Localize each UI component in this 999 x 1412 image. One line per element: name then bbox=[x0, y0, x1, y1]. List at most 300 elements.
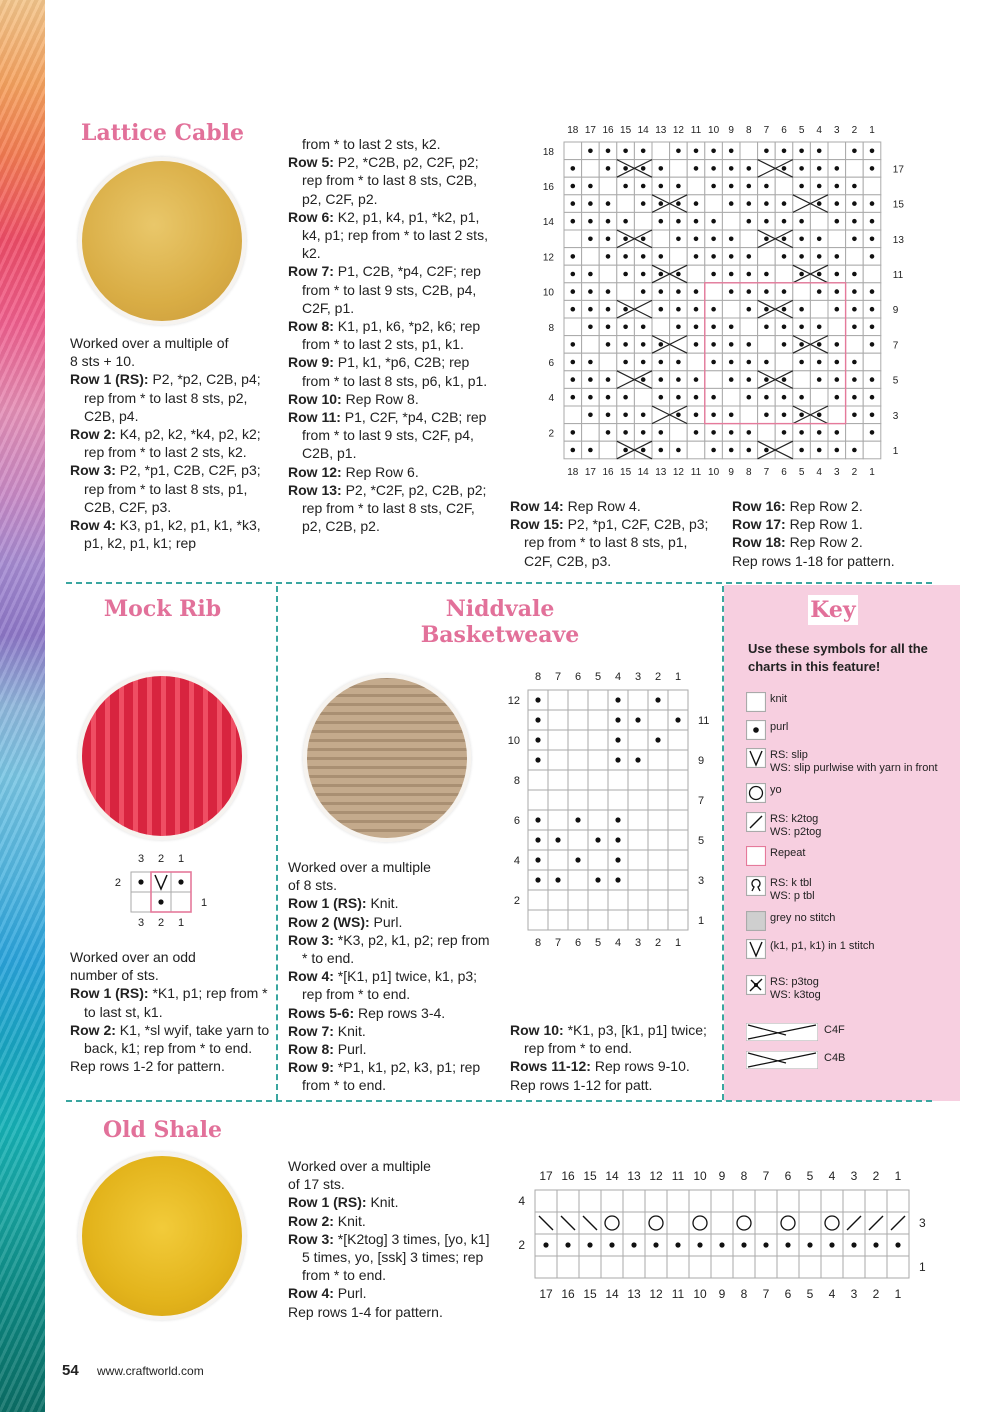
purl-dot bbox=[609, 1242, 614, 1247]
purl-dot bbox=[676, 237, 681, 242]
chart-cell bbox=[645, 1212, 667, 1234]
purl-dot bbox=[694, 325, 699, 330]
row-label: Row 8: bbox=[288, 318, 334, 335]
chart-cell bbox=[668, 810, 688, 830]
column-number: 6 bbox=[781, 466, 787, 478]
lattice-text-col4 bbox=[732, 497, 942, 570]
chart-cell bbox=[568, 830, 588, 850]
chart-cell bbox=[705, 283, 723, 301]
row-instruction: K1, *sl wyif, take yarn to back, k1; rep from * to end. bbox=[84, 1021, 270, 1057]
purl-dot bbox=[870, 149, 875, 154]
chart-cell bbox=[887, 1256, 909, 1278]
chart-cell bbox=[588, 770, 608, 790]
purl-dot bbox=[588, 325, 593, 330]
chart-cell bbox=[793, 283, 811, 301]
column-number: 9 bbox=[718, 1287, 726, 1301]
key-label-line: knit bbox=[770, 693, 788, 705]
lattice-text-col1 bbox=[70, 334, 270, 552]
key-label-line: Repeat bbox=[770, 847, 806, 859]
chart-cell bbox=[568, 770, 588, 790]
chart-cell bbox=[755, 1256, 777, 1278]
row-instruction: Rep Row 6. bbox=[341, 463, 419, 480]
purl-dot bbox=[747, 254, 752, 259]
row-instruction: Rep Row 4. bbox=[563, 498, 641, 514]
chart-cell bbox=[648, 850, 668, 870]
purl-dot bbox=[571, 254, 576, 259]
purl-dot bbox=[782, 254, 787, 259]
row-number: 11 bbox=[698, 715, 710, 727]
chart-cell bbox=[617, 283, 635, 301]
purl-dot bbox=[676, 149, 681, 154]
purl-dot bbox=[694, 377, 699, 382]
column-number: 16 bbox=[561, 1287, 575, 1301]
chart-cell bbox=[548, 770, 568, 790]
purl-dot bbox=[870, 201, 875, 206]
purl-dot bbox=[641, 289, 646, 294]
purl-dot bbox=[623, 166, 628, 171]
chart-cell bbox=[648, 890, 668, 910]
purl-dot bbox=[835, 254, 840, 259]
key-label-line: (k1, p1, k1) in 1 stitch bbox=[770, 940, 875, 952]
column-number: 16 bbox=[602, 125, 614, 136]
purl-dot bbox=[659, 395, 664, 400]
purl-dot bbox=[694, 342, 699, 347]
c4b-icon bbox=[746, 1051, 818, 1069]
instruction-line bbox=[288, 894, 498, 912]
purl-dot bbox=[835, 201, 840, 206]
instruction-line bbox=[510, 1021, 715, 1057]
purl-dot bbox=[623, 413, 628, 418]
chart-cell bbox=[810, 300, 828, 318]
purl-dot bbox=[565, 1242, 570, 1247]
purl-dot bbox=[782, 237, 787, 242]
purl-dot bbox=[676, 377, 681, 382]
chart-cell bbox=[652, 230, 670, 248]
purl-dot bbox=[694, 307, 699, 312]
purl-dot bbox=[659, 166, 664, 171]
column-number: 1 bbox=[869, 466, 875, 478]
chart-cell bbox=[628, 870, 648, 890]
row-label: Row 11: bbox=[288, 409, 341, 426]
row-label: Row 5: bbox=[288, 154, 334, 171]
purl-dot bbox=[870, 219, 875, 224]
purl-dot bbox=[799, 307, 804, 312]
key-label-line: WS: k3tog bbox=[770, 989, 821, 1001]
purl-dot bbox=[641, 448, 646, 453]
niddvale-title-line1: Niddvale bbox=[445, 596, 555, 622]
chart-cell bbox=[628, 690, 648, 710]
row-number: 14 bbox=[542, 217, 554, 229]
chart-cell bbox=[528, 910, 548, 930]
column-number: 9 bbox=[728, 125, 734, 136]
key-label bbox=[770, 784, 782, 797]
purl-dot bbox=[676, 360, 681, 365]
chart-cell bbox=[588, 790, 608, 810]
chart-cell bbox=[670, 424, 688, 442]
purl-dot bbox=[835, 289, 840, 294]
purl-dot bbox=[571, 166, 576, 171]
chart-cell bbox=[548, 790, 568, 810]
purl-dot bbox=[676, 395, 681, 400]
chart-cell bbox=[687, 265, 705, 283]
purl-dot bbox=[606, 237, 611, 242]
purl-dot bbox=[835, 448, 840, 453]
chart-cell bbox=[689, 1256, 711, 1278]
chart-cell bbox=[628, 790, 648, 810]
row-label: Row 9: bbox=[288, 354, 334, 371]
chart-cell bbox=[568, 730, 588, 750]
purl-dot bbox=[782, 149, 787, 154]
purl-dot bbox=[799, 254, 804, 259]
instruction-line bbox=[70, 1021, 270, 1057]
row-number: 1 bbox=[919, 1260, 926, 1274]
chart-cell bbox=[648, 750, 668, 770]
chart-cell bbox=[821, 1190, 843, 1212]
column-number: 16 bbox=[602, 466, 614, 478]
purl-dot bbox=[641, 325, 646, 330]
k2tog-icon bbox=[746, 812, 766, 832]
purl-dot bbox=[782, 219, 787, 224]
chart-cell bbox=[599, 265, 617, 283]
niddvale-chart bbox=[500, 664, 720, 954]
purl-dot bbox=[729, 289, 734, 294]
column-number: 7 bbox=[554, 671, 562, 683]
column-number: 8 bbox=[740, 1287, 748, 1301]
key-dot bbox=[753, 727, 759, 733]
old-shale-swatch bbox=[78, 1152, 246, 1320]
purl-dot bbox=[595, 837, 600, 842]
purl-dot bbox=[764, 237, 769, 242]
chart-cell bbox=[777, 1190, 799, 1212]
column-number: 7 bbox=[554, 937, 562, 949]
column-number: 4 bbox=[828, 1169, 836, 1183]
row-label: Row 17: bbox=[732, 516, 786, 533]
column-number: 12 bbox=[672, 466, 684, 478]
column-number: 11 bbox=[690, 466, 702, 478]
purl-dot bbox=[571, 184, 576, 189]
purl-dot bbox=[571, 430, 576, 435]
chart-cell bbox=[821, 1256, 843, 1278]
purl-dot bbox=[676, 413, 681, 418]
chart-cell bbox=[588, 910, 608, 930]
chart-cell bbox=[667, 1256, 689, 1278]
purl-dot bbox=[543, 1242, 548, 1247]
row-instruction: of 17 sts. bbox=[288, 1176, 345, 1193]
purl-dot bbox=[835, 395, 840, 400]
row-number: 7 bbox=[892, 340, 899, 352]
chart-cell bbox=[599, 353, 617, 371]
row-label: Row 10: bbox=[510, 1022, 564, 1038]
key-label-line: WS: p2tog bbox=[770, 826, 822, 838]
chart-cell bbox=[705, 195, 723, 213]
instruction-line bbox=[70, 352, 270, 370]
lattice-cable-chart bbox=[536, 118, 916, 480]
niddvale-swatch bbox=[303, 674, 471, 842]
old-shale-title: Old Shale bbox=[102, 1117, 223, 1143]
key-dot bbox=[754, 983, 758, 987]
chart-cell bbox=[582, 248, 600, 266]
chart-cell bbox=[865, 1256, 887, 1278]
chart-cell bbox=[548, 890, 568, 910]
chart-cell bbox=[733, 1190, 755, 1212]
purl-dot bbox=[711, 219, 716, 224]
chart-cell bbox=[667, 1190, 689, 1212]
purl-dot bbox=[676, 289, 681, 294]
purl-dot bbox=[641, 272, 646, 277]
instruction-line bbox=[288, 1212, 498, 1230]
purl-dot bbox=[799, 272, 804, 277]
row-instruction: Rep rows 1-18 for pattern. bbox=[732, 552, 895, 569]
row-label: Row 13: bbox=[288, 481, 342, 498]
instruction-line bbox=[288, 931, 498, 967]
purl-dot bbox=[835, 342, 840, 347]
instruction-line bbox=[288, 208, 498, 263]
column-number: 12 bbox=[672, 125, 684, 136]
purl-dot bbox=[747, 201, 752, 206]
key-label bbox=[770, 976, 821, 1002]
instruction-line bbox=[288, 1303, 498, 1321]
column-number: 10 bbox=[693, 1287, 707, 1301]
purl-dot bbox=[631, 1242, 636, 1247]
purl-dot bbox=[555, 877, 560, 882]
instruction-line bbox=[510, 1076, 715, 1094]
chart-cell bbox=[722, 212, 740, 230]
chart-cell bbox=[588, 730, 608, 750]
chart-cell bbox=[628, 730, 648, 750]
purl-dot bbox=[641, 342, 646, 347]
purl-dot bbox=[852, 149, 857, 154]
column-number: 4 bbox=[816, 125, 822, 136]
instruction-line bbox=[732, 497, 942, 515]
key-label-line: RS: k2tog bbox=[770, 813, 819, 825]
purl-dot bbox=[711, 430, 716, 435]
purl-dot bbox=[555, 837, 560, 842]
row-label: Row 4: bbox=[288, 1285, 334, 1302]
inc-icon bbox=[746, 939, 766, 959]
chart-cell bbox=[775, 177, 793, 195]
purl-dot bbox=[852, 184, 857, 189]
column-number: 5 bbox=[798, 125, 805, 136]
key-label-line: RS: p3tog bbox=[770, 976, 819, 988]
chart-cell bbox=[810, 212, 828, 230]
purl-dot bbox=[694, 219, 699, 224]
row-instruction: K4, p2, k2, *k4, p2, k2; rep from * to last 2 sts, k2. bbox=[84, 426, 261, 461]
purl-dot bbox=[694, 430, 699, 435]
chart-cell bbox=[648, 770, 668, 790]
purl-dot bbox=[694, 237, 699, 242]
purl-dot bbox=[799, 395, 804, 400]
key-label-line: C4B bbox=[824, 1052, 846, 1064]
divider-bottom bbox=[66, 1100, 932, 1102]
column-number: 11 bbox=[690, 125, 702, 136]
chart-cell bbox=[687, 353, 705, 371]
row-number: 15 bbox=[892, 199, 904, 211]
column-number: 7 bbox=[762, 1287, 770, 1301]
purl-dot bbox=[711, 237, 716, 242]
row-instruction: Worked over a multiple of bbox=[70, 335, 229, 351]
chart-cell bbox=[668, 830, 688, 850]
key-label-line: WS: p tbl bbox=[770, 890, 815, 902]
purl-dot bbox=[535, 737, 540, 742]
purl-dot bbox=[729, 360, 734, 365]
purl-dot bbox=[623, 395, 628, 400]
column-number: 6 bbox=[574, 671, 582, 683]
row-instruction: *K1, p1; rep from * to last st, k1. bbox=[84, 985, 268, 1020]
chart-cell bbox=[645, 1190, 667, 1212]
repeat-icon bbox=[746, 846, 766, 866]
row-instruction: P2, *C2F, p2, C2B, p2; rep from * to last 8 sts, C2F, p2, C2B, p2. bbox=[302, 481, 487, 535]
chart-cell bbox=[171, 892, 191, 912]
p3tog-icon bbox=[746, 975, 766, 995]
chart-cell bbox=[648, 710, 668, 730]
purl-dot bbox=[764, 395, 769, 400]
instruction-line bbox=[288, 967, 498, 1003]
row-instruction: Knit. bbox=[333, 1212, 366, 1229]
row-instruction: Rep Row 2. bbox=[785, 534, 863, 551]
chart-cell bbox=[564, 142, 582, 160]
purl-dot bbox=[764, 289, 769, 294]
purl-dot bbox=[623, 237, 628, 242]
chart-cell bbox=[557, 1256, 579, 1278]
chart-cell bbox=[799, 1190, 821, 1212]
purl-dot bbox=[623, 272, 628, 277]
column-number: 10 bbox=[708, 466, 720, 478]
column-number: 13 bbox=[655, 466, 667, 478]
purl-dot bbox=[694, 289, 699, 294]
purl-dot bbox=[851, 1242, 856, 1247]
chart-cell bbox=[775, 441, 793, 459]
purl-dot bbox=[747, 377, 752, 382]
instruction-line bbox=[510, 1057, 715, 1075]
instruction-line bbox=[288, 463, 498, 481]
chart-cell bbox=[668, 690, 688, 710]
chart-cell bbox=[582, 424, 600, 442]
purl-dot bbox=[711, 395, 716, 400]
chart-cell bbox=[828, 318, 846, 336]
purl-dot bbox=[588, 237, 593, 242]
instruction-line bbox=[732, 552, 942, 570]
purl-dot bbox=[535, 717, 540, 722]
instruction-line bbox=[288, 262, 498, 317]
purl-dot bbox=[747, 272, 752, 277]
no-stitch-icon bbox=[746, 911, 766, 931]
purl-dot bbox=[641, 149, 646, 154]
purl-dot bbox=[764, 325, 769, 330]
column-number: 6 bbox=[784, 1169, 792, 1183]
chart-cell bbox=[648, 790, 668, 810]
column-number: 5 bbox=[594, 671, 602, 683]
purl-dot bbox=[807, 1242, 812, 1247]
purl-dot bbox=[606, 342, 611, 347]
row-number: 2 bbox=[114, 877, 121, 889]
purl-dot bbox=[764, 360, 769, 365]
ktbl-icon bbox=[746, 876, 766, 896]
instruction-line bbox=[70, 370, 270, 425]
purl-dot bbox=[852, 237, 857, 242]
column-number: 15 bbox=[583, 1169, 597, 1183]
purl-dot bbox=[817, 149, 822, 154]
purl-dot bbox=[764, 413, 769, 418]
purl-dot bbox=[615, 717, 620, 722]
purl-dot bbox=[588, 184, 593, 189]
row-number: 3 bbox=[698, 875, 705, 887]
chart-cell bbox=[652, 142, 670, 160]
chart-cell bbox=[799, 1256, 821, 1278]
chart-cell bbox=[564, 406, 582, 424]
purl-dot bbox=[729, 377, 734, 382]
key-label bbox=[770, 847, 805, 860]
row-instruction: P1, C2F, *p4, C2B; rep from * to last 9 sts, C2F, p4, C2B, p1. bbox=[302, 409, 487, 462]
chart-cell bbox=[722, 388, 740, 406]
chart-cell bbox=[775, 265, 793, 283]
key-label bbox=[770, 877, 815, 903]
column-number: 14 bbox=[637, 125, 649, 136]
purl-dot bbox=[729, 413, 734, 418]
row-instruction: Knit. bbox=[366, 1194, 399, 1211]
chart-cell bbox=[733, 1212, 755, 1234]
purl-dot bbox=[659, 448, 664, 453]
purl-dot bbox=[817, 430, 822, 435]
chart-cell bbox=[843, 1256, 865, 1278]
column-number: 5 bbox=[806, 1287, 814, 1301]
row-instruction: number of sts. bbox=[70, 967, 159, 984]
chart-cell bbox=[648, 910, 668, 930]
lattice-text-col2 bbox=[288, 135, 498, 535]
purl-dot bbox=[675, 1242, 680, 1247]
purl-dot bbox=[729, 166, 734, 171]
chart-cell bbox=[668, 790, 688, 810]
purl-dot bbox=[615, 737, 620, 742]
yo-icon bbox=[746, 783, 766, 803]
column-number: 18 bbox=[567, 125, 579, 136]
purl-dot bbox=[711, 342, 716, 347]
key-label-line: grey no stitch bbox=[770, 912, 836, 924]
column-number: 2 bbox=[157, 917, 165, 929]
purl-dot bbox=[606, 377, 611, 382]
purl-dot bbox=[615, 757, 620, 762]
column-number: 4 bbox=[816, 466, 822, 478]
chart-cell bbox=[579, 1190, 601, 1212]
row-number: 11 bbox=[892, 270, 904, 281]
purl-dot bbox=[676, 325, 681, 330]
chart-cell bbox=[846, 424, 864, 442]
purl-dot bbox=[606, 430, 611, 435]
purl-dot bbox=[782, 201, 787, 206]
instruction-line bbox=[288, 135, 498, 153]
key-label-line: C4F bbox=[824, 1024, 845, 1036]
instruction-line bbox=[70, 516, 270, 552]
purl-dot bbox=[694, 166, 699, 171]
chart-cell bbox=[668, 910, 688, 930]
purl-dot bbox=[711, 149, 716, 154]
niddvale-text-col1 bbox=[288, 858, 498, 1095]
column-number: 2 bbox=[851, 125, 858, 136]
row-number: 13 bbox=[892, 234, 904, 246]
instruction-line bbox=[288, 1058, 498, 1094]
row-number: 5 bbox=[892, 375, 899, 387]
column-number: 14 bbox=[637, 466, 649, 478]
purl-dot bbox=[799, 448, 804, 453]
purl-dot bbox=[659, 342, 664, 347]
column-number: 13 bbox=[627, 1169, 641, 1183]
chart-cell bbox=[557, 1190, 579, 1212]
purl-dot bbox=[764, 184, 769, 189]
chart-cell bbox=[582, 160, 600, 178]
chart-cell bbox=[689, 1190, 711, 1212]
row-number: 10 bbox=[542, 287, 554, 299]
purl-dot bbox=[835, 219, 840, 224]
purl-dot bbox=[623, 149, 628, 154]
